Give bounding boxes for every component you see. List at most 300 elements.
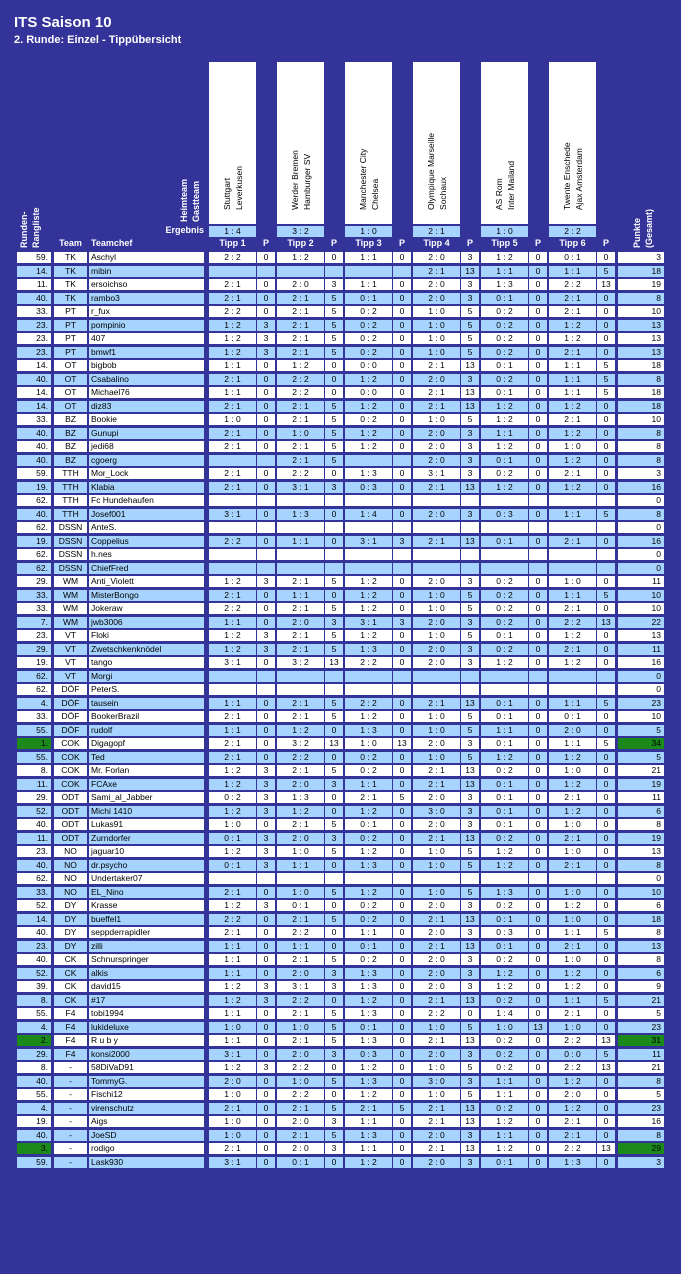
column-header-p5: P xyxy=(534,238,541,248)
table-row xyxy=(0,684,681,695)
tipp6-cell: 1 : 2 xyxy=(549,455,596,466)
tipp3-cell: 1 : 1 xyxy=(345,252,392,263)
tipp3-cell: 1 : 3 xyxy=(345,1076,392,1087)
match-home-team: Manchester City xyxy=(357,148,368,210)
tipp1-cell: 1 : 0 xyxy=(209,1116,256,1127)
tipp5-cell: 0 : 1 xyxy=(481,806,528,817)
tipp3-cell: 1 : 2 xyxy=(345,1089,392,1100)
tipp2-cell: 2 : 0 xyxy=(277,1049,324,1060)
p3-cell: 0 xyxy=(393,279,411,290)
p5-cell: 0 xyxy=(529,252,547,263)
tipp3-cell: 0 : 2 xyxy=(345,347,392,358)
rank-cell: 19. xyxy=(17,482,51,493)
tipp4-cell: 2 : 1 xyxy=(413,765,460,776)
tipp6-cell xyxy=(549,671,596,682)
p6-cell: 0 xyxy=(597,1076,615,1087)
p5-cell: 0 xyxy=(529,1035,547,1046)
p5-cell: 0 xyxy=(529,590,547,601)
tipp1-cell: 1 : 2 xyxy=(209,630,256,641)
column-header-p2: P xyxy=(330,238,337,248)
tipp6-cell xyxy=(549,549,596,560)
rank-cell: 40. xyxy=(17,455,51,466)
rank-cell: 14. xyxy=(17,266,51,277)
tipp5-cell: 0 : 3 xyxy=(481,509,528,520)
p4-cell: 13 xyxy=(461,482,479,493)
team-cell: COK xyxy=(54,779,87,790)
tipp1-cell: 1 : 1 xyxy=(209,725,256,736)
p5-cell: 0 xyxy=(529,644,547,655)
p1-cell: 0 xyxy=(257,293,275,304)
p3-cell: 0 xyxy=(393,1022,411,1033)
team-cell: NO xyxy=(54,873,87,884)
team-cell: COK xyxy=(54,738,87,749)
tipp6-cell: 2 : 1 xyxy=(549,536,596,547)
p2-cell: 0 xyxy=(325,725,343,736)
p2-cell xyxy=(325,873,343,884)
p2-cell: 3 xyxy=(325,482,343,493)
teamchef-cell: bigbob xyxy=(89,360,204,371)
p3-cell: 0 xyxy=(393,779,411,790)
tipp2-cell: 1 : 2 xyxy=(277,725,324,736)
p6-cell: 0 xyxy=(597,900,615,911)
teamchef-cell: rambo3 xyxy=(89,293,204,304)
p4-cell: 13 xyxy=(461,914,479,925)
p4-cell: 13 xyxy=(461,1035,479,1046)
p1-cell: 0 xyxy=(257,279,275,290)
tipp3-cell: 1 : 2 xyxy=(345,590,392,601)
p3-cell: 0 xyxy=(393,441,411,452)
team-cell: BZ xyxy=(54,428,87,439)
p4-cell: 3 xyxy=(461,644,479,655)
rank-cell: 62. xyxy=(17,671,51,682)
tipp1-cell: 1 : 2 xyxy=(209,644,256,655)
p2-cell: 5 xyxy=(325,401,343,412)
teamchef-cell: Coppelius xyxy=(89,536,204,547)
points-cell: 10 xyxy=(618,887,664,898)
team-cell: - xyxy=(54,1143,87,1154)
points-cell: 10 xyxy=(618,711,664,722)
p6-cell: 0 xyxy=(597,981,615,992)
p6-cell: 0 xyxy=(597,320,615,331)
p6-cell: 5 xyxy=(597,266,615,277)
p5-cell: 0 xyxy=(529,630,547,641)
p3-cell xyxy=(393,522,411,533)
teamchef-cell: 407 xyxy=(89,333,204,344)
p5-cell: 0 xyxy=(529,482,547,493)
p4-cell: 5 xyxy=(461,590,479,601)
teamchef-cell: virenschutz xyxy=(89,1103,204,1114)
p1-cell: 0 xyxy=(257,657,275,668)
p2-cell: 0 xyxy=(325,1157,343,1168)
team-cell: NO xyxy=(54,846,87,857)
points-cell: 11 xyxy=(618,792,664,803)
tipp1-cell: 1 : 2 xyxy=(209,981,256,992)
p3-cell xyxy=(393,495,411,506)
p3-cell: 0 xyxy=(393,1076,411,1087)
teamchef-cell: BookerBrazil xyxy=(89,711,204,722)
tipp2-cell: 2 : 1 xyxy=(277,765,324,776)
tipp6-cell: 0 : 1 xyxy=(549,711,596,722)
p4-cell: 3 xyxy=(461,1157,479,1168)
p4-cell: 5 xyxy=(461,711,479,722)
p2-cell: 5 xyxy=(325,293,343,304)
p3-cell: 0 xyxy=(393,482,411,493)
p4-cell xyxy=(461,549,479,560)
match-home-team: Stuttgart xyxy=(221,177,232,210)
tipp2-cell: 1 : 1 xyxy=(277,536,324,547)
rank-cell: 55. xyxy=(17,1008,51,1019)
p6-cell: 5 xyxy=(597,738,615,749)
team-cell: VT xyxy=(54,644,87,655)
p4-cell: 3 xyxy=(461,428,479,439)
team-cell: BZ xyxy=(54,441,87,452)
tipp3-cell: 2 : 1 xyxy=(345,792,392,803)
table-row xyxy=(0,711,681,722)
points-cell: 11 xyxy=(618,1049,664,1060)
table-row xyxy=(0,873,681,884)
tipp5-cell: 0 : 2 xyxy=(481,900,528,911)
rank-cell: 23. xyxy=(17,846,51,857)
p2-cell: 3 xyxy=(325,833,343,844)
tipp3-cell: 0 : 1 xyxy=(345,293,392,304)
p3-cell: 0 xyxy=(393,846,411,857)
p6-cell: 0 xyxy=(597,846,615,857)
tipp5-cell: 1 : 2 xyxy=(481,968,528,979)
p5-cell xyxy=(529,873,547,884)
team-cell: DSSN xyxy=(54,563,87,574)
team-cell: CK xyxy=(54,968,87,979)
p5-cell: 0 xyxy=(529,792,547,803)
tipp4-cell xyxy=(413,684,460,695)
match-home-team: Olympique Marseille xyxy=(425,133,436,210)
tipp3-cell: 0 : 2 xyxy=(345,765,392,776)
tipp4-cell: 1 : 0 xyxy=(413,860,460,871)
points-cell: 8 xyxy=(618,954,664,965)
tipp6-cell: 2 : 1 xyxy=(549,792,596,803)
table-row xyxy=(0,887,681,898)
p5-cell: 0 xyxy=(529,914,547,925)
p4-cell: 13 xyxy=(461,765,479,776)
table-row xyxy=(0,1116,681,1127)
tipp3-cell: 1 : 1 xyxy=(345,279,392,290)
tipp6-cell: 1 : 1 xyxy=(549,374,596,385)
rank-cell: 52. xyxy=(17,968,51,979)
teamchef-cell: ersoichso xyxy=(89,279,204,290)
tipp1-cell: 1 : 2 xyxy=(209,1062,256,1073)
tipp1-cell: 2 : 1 xyxy=(209,428,256,439)
p2-cell xyxy=(325,522,343,533)
rank-cell: 33. xyxy=(17,306,51,317)
teamchef-cell: seppderrapidler xyxy=(89,927,204,938)
teamchef-cell: tango xyxy=(89,657,204,668)
p4-cell: 13 xyxy=(461,698,479,709)
p3-cell: 0 xyxy=(393,1157,411,1168)
p6-cell: 0 xyxy=(597,819,615,830)
tipp4-cell: 2 : 0 xyxy=(413,509,460,520)
tipp5-cell: 0 : 1 xyxy=(481,792,528,803)
p3-cell: 0 xyxy=(393,630,411,641)
p2-cell: 5 xyxy=(325,1103,343,1114)
table-row xyxy=(0,941,681,952)
tipp1-cell: 1 : 2 xyxy=(209,320,256,331)
p5-cell: 0 xyxy=(529,455,547,466)
tipp1-cell: 1 : 1 xyxy=(209,1008,256,1019)
teamchef-cell: Sami_al_Jabber xyxy=(89,792,204,803)
p4-cell: 3 xyxy=(461,509,479,520)
p2-cell: 5 xyxy=(325,428,343,439)
p5-cell: 0 xyxy=(529,347,547,358)
column-header-tipp6: Tipp 6 xyxy=(559,238,586,248)
tipp4-cell: 2 : 0 xyxy=(413,1157,460,1168)
tipp5-cell: 0 : 2 xyxy=(481,1103,528,1114)
tipp5-cell: 1 : 2 xyxy=(481,252,528,263)
teamchef-cell: Zurndorfer xyxy=(89,833,204,844)
tipp5-cell: 0 : 2 xyxy=(481,644,528,655)
p1-cell: 3 xyxy=(257,995,275,1006)
tipp1-cell: 1 : 2 xyxy=(209,333,256,344)
p1-cell: 0 xyxy=(257,819,275,830)
p2-cell: 3 xyxy=(325,617,343,628)
p1-cell: 0 xyxy=(257,1008,275,1019)
team-cell: F4 xyxy=(54,1022,87,1033)
tipp1-cell: 1 : 1 xyxy=(209,698,256,709)
points-cell: 8 xyxy=(618,293,664,304)
p5-cell: 0 xyxy=(529,833,547,844)
tipp6-cell: 2 : 1 xyxy=(549,306,596,317)
table-row xyxy=(0,1008,681,1019)
teamchef-cell: konsi2000 xyxy=(89,1049,204,1060)
tipp3-cell: 1 : 2 xyxy=(345,846,392,857)
p4-cell xyxy=(461,671,479,682)
points-cell: 23 xyxy=(618,1103,664,1114)
tipp6-cell: 1 : 3 xyxy=(549,1157,596,1168)
p4-cell: 13 xyxy=(461,1103,479,1114)
table-row xyxy=(0,603,681,614)
teamchef-cell: rudolf xyxy=(89,725,204,736)
tipp4-cell: 3 : 0 xyxy=(413,806,460,817)
p5-cell: 0 xyxy=(529,698,547,709)
tipp2-cell: 2 : 1 xyxy=(277,401,324,412)
teamchef-cell: cgoerg xyxy=(89,455,204,466)
p5-cell: 0 xyxy=(529,468,547,479)
rank-cell: 23. xyxy=(17,941,51,952)
tipp3-cell: 2 : 1 xyxy=(345,1103,392,1114)
tipp5-cell xyxy=(481,873,528,884)
tipp5-cell: 0 : 2 xyxy=(481,468,528,479)
team-cell: NO xyxy=(54,887,87,898)
p5-cell: 0 xyxy=(529,765,547,776)
table-row xyxy=(0,293,681,304)
team-cell: WM xyxy=(54,590,87,601)
rank-cell: 40. xyxy=(17,954,51,965)
tipp1-cell xyxy=(209,522,256,533)
tipp5-cell: 1 : 2 xyxy=(481,1143,528,1154)
teamchef-cell: Floki xyxy=(89,630,204,641)
tipp2-cell: 2 : 1 xyxy=(277,1035,324,1046)
p6-cell: 0 xyxy=(597,1022,615,1033)
rank-cell: 19. xyxy=(17,657,51,668)
table-row xyxy=(0,320,681,331)
tipp6-cell: 1 : 0 xyxy=(549,819,596,830)
p6-cell xyxy=(597,549,615,560)
p3-cell: 0 xyxy=(393,698,411,709)
tipp4-cell: 2 : 0 xyxy=(413,968,460,979)
p4-cell: 5 xyxy=(461,630,479,641)
p6-cell: 0 xyxy=(597,630,615,641)
rank-cell: 33. xyxy=(17,887,51,898)
match-away-team: Chelsea xyxy=(369,178,380,210)
table-row xyxy=(0,522,681,533)
p5-cell: 0 xyxy=(529,860,547,871)
table-row xyxy=(0,995,681,1006)
p2-cell: 0 xyxy=(325,941,343,952)
tipp1-cell: 1 : 2 xyxy=(209,347,256,358)
tipp4-cell xyxy=(413,671,460,682)
tipp2-cell: 2 : 0 xyxy=(277,779,324,790)
tipp2-cell: 3 : 1 xyxy=(277,482,324,493)
tipp2-cell xyxy=(277,266,324,277)
points-cell: 18 xyxy=(618,360,664,371)
tipp6-cell: 2 : 2 xyxy=(549,279,596,290)
tipp1-cell: 2 : 1 xyxy=(209,293,256,304)
p3-cell: 0 xyxy=(393,1130,411,1141)
tipp4-cell: 1 : 0 xyxy=(413,630,460,641)
rank-cell: 14. xyxy=(17,914,51,925)
tipp2-cell: 1 : 2 xyxy=(277,806,324,817)
p1-cell: 0 xyxy=(257,1035,275,1046)
team-cell: VT xyxy=(54,657,87,668)
teamchef-cell: 58DiVaD91 xyxy=(89,1062,204,1073)
p2-cell: 5 xyxy=(325,1022,343,1033)
p3-cell xyxy=(393,671,411,682)
p3-cell: 13 xyxy=(393,738,411,749)
team-cell: WM xyxy=(54,576,87,587)
tipp5-cell: 0 : 2 xyxy=(481,995,528,1006)
p1-cell: 0 xyxy=(257,441,275,452)
p3-cell: 0 xyxy=(393,1143,411,1154)
p3-cell: 3 xyxy=(393,536,411,547)
points-cell: 8 xyxy=(618,1130,664,1141)
p1-cell xyxy=(257,522,275,533)
tipp4-cell: 2 : 1 xyxy=(413,698,460,709)
table-row xyxy=(0,1103,681,1114)
p5-cell: 0 xyxy=(529,360,547,371)
tipp5-cell: 0 : 2 xyxy=(481,374,528,385)
points-cell: 3 xyxy=(618,252,664,263)
p4-cell: 3 xyxy=(461,954,479,965)
p3-cell: 0 xyxy=(393,603,411,614)
p6-cell: 0 xyxy=(597,711,615,722)
tipp4-cell: 1 : 0 xyxy=(413,603,460,614)
tipp1-cell: 1 : 1 xyxy=(209,954,256,965)
p4-cell: 3 xyxy=(461,252,479,263)
p2-cell: 5 xyxy=(325,887,343,898)
team-cell: VT xyxy=(54,671,87,682)
p5-cell: 0 xyxy=(529,1143,547,1154)
column-header-p1: P xyxy=(262,238,269,248)
rank-cell: 19. xyxy=(17,536,51,547)
points-cell: 13 xyxy=(618,630,664,641)
p1-cell: 0 xyxy=(257,414,275,425)
tipp5-cell: 1 : 1 xyxy=(481,1089,528,1100)
tipp2-cell: 2 : 1 xyxy=(277,603,324,614)
p4-cell: 5 xyxy=(461,860,479,871)
table-row xyxy=(0,590,681,601)
tipp1-cell: 1 : 2 xyxy=(209,765,256,776)
p4-cell: 3 xyxy=(461,455,479,466)
tipp1-cell: 1 : 1 xyxy=(209,1035,256,1046)
p1-cell: 3 xyxy=(257,333,275,344)
points-cell: 18 xyxy=(618,387,664,398)
team-cell: TK xyxy=(54,279,87,290)
p5-cell: 0 xyxy=(529,266,547,277)
tipp2-cell: 3 : 2 xyxy=(277,738,324,749)
match-header-4 xyxy=(413,62,460,224)
p3-cell: 0 xyxy=(393,752,411,763)
p6-cell: 0 xyxy=(597,644,615,655)
tipp3-cell: 1 : 2 xyxy=(345,711,392,722)
team-cell: TTH xyxy=(54,495,87,506)
p2-cell: 3 xyxy=(325,779,343,790)
p2-cell: 0 xyxy=(325,927,343,938)
tipp5-cell: 1 : 2 xyxy=(481,657,528,668)
p4-cell: 3 xyxy=(461,1076,479,1087)
p6-cell: 0 xyxy=(597,1008,615,1019)
p1-cell: 0 xyxy=(257,387,275,398)
p5-cell: 13 xyxy=(529,1022,547,1033)
p2-cell: 0 xyxy=(325,374,343,385)
tipp1-cell: 2 : 1 xyxy=(209,752,256,763)
teamchef-cell: Krasse xyxy=(89,900,204,911)
tipp1-cell: 2 : 2 xyxy=(209,914,256,925)
tipp6-cell: 1 : 1 xyxy=(549,387,596,398)
p5-cell: 0 xyxy=(529,374,547,385)
tipp3-cell: 0 : 1 xyxy=(345,1022,392,1033)
tipp6-cell: 2 : 2 xyxy=(549,1062,596,1073)
tipp6-cell xyxy=(549,495,596,506)
points-cell: 21 xyxy=(618,765,664,776)
team-cell: OT xyxy=(54,374,87,385)
rank-cell: 55. xyxy=(17,1089,51,1100)
tipp3-cell: 1 : 0 xyxy=(345,738,392,749)
tipp5-cell: 0 : 2 xyxy=(481,765,528,776)
team-cell: TTH xyxy=(54,509,87,520)
tipp1-cell: 3 : 1 xyxy=(209,657,256,668)
p6-cell: 0 xyxy=(597,725,615,736)
table-row xyxy=(0,1062,681,1073)
tipp2-cell: 3 : 1 xyxy=(277,981,324,992)
p4-cell: 3 xyxy=(461,374,479,385)
team-cell: CK xyxy=(54,981,87,992)
tipp6-cell: 2 : 1 xyxy=(549,347,596,358)
p6-cell: 0 xyxy=(597,752,615,763)
tipp1-cell: 2 : 1 xyxy=(209,738,256,749)
p2-cell: 5 xyxy=(325,954,343,965)
team-cell: DY xyxy=(54,941,87,952)
p1-cell xyxy=(257,549,275,560)
tipp1-cell xyxy=(209,873,256,884)
p5-cell: 0 xyxy=(529,1157,547,1168)
p4-cell: 5 xyxy=(461,1062,479,1073)
p6-cell: 5 xyxy=(597,387,615,398)
team-cell: DÖF xyxy=(54,711,87,722)
tipp5-cell: 0 : 2 xyxy=(481,347,528,358)
p2-cell xyxy=(325,684,343,695)
p2-cell: 5 xyxy=(325,441,343,452)
tipp6-cell xyxy=(549,684,596,695)
tipp3-cell: 1 : 3 xyxy=(345,644,392,655)
tipp6-cell xyxy=(549,563,596,574)
